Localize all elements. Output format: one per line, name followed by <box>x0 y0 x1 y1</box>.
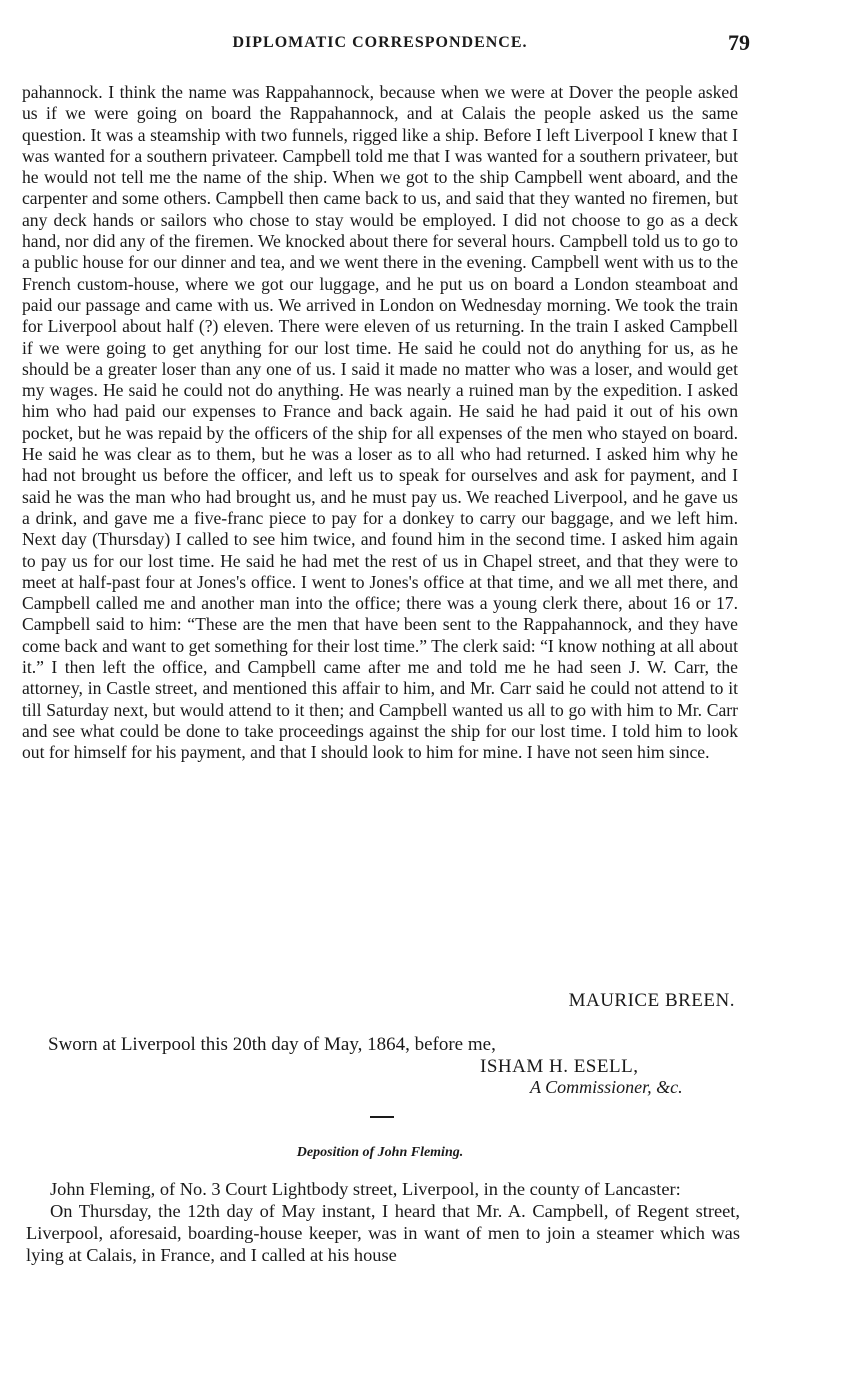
page-number: 79 <box>728 30 750 55</box>
section-divider <box>370 1116 394 1118</box>
commissioner-name: ISHAM H. ESELL, <box>480 1056 639 1077</box>
commissioner-title: A Commissioner, &c. <box>530 1077 683 1097</box>
deposition-intro: John Fleming, of No. 3 Court Lightbody street, Liverpool, in the county of Lancaster: <box>50 1179 681 1199</box>
deponent-signature: MAURICE BREEN. <box>568 990 735 1011</box>
testimony-paragraph: pahannock. I think the name was Rappahannock, because when we were at Dover the people asked us if we were going on board the Rappahannock, and at Calais the people asked us the same question. It was a steamship with two funnels, rigged like a ship. Before I left Liverpool I knew that I was wanted for a southern privateer. Campbell told me that I was wanted for a southern privateer, but he would not tell me the name of the ship. When we got to the ship Campbell went aboard, and the carpenter and some others. Campbell then came back to us, and said that they wanted no firemen, but any deck hands or sailors who chose to stay would be employed. I did not choose to go as a deck hand, nor did any of the firemen. We knocked about there for several hours. Campbell told us to go to a public house for our dinner and tea, and we went there in the evening. Campbell went with us to the French custom-house, where we got our luggage, and he put us on board a London steamboat and paid our passage and came with us. We arrived in London on Wednesday morning. We took the train for Liverpool about half (?) eleven. There were eleven of us returning. In the train I asked Campbell if we were going to get anything for our lost time. He said he could not do anything for us, as he should be a greater loser than any one of us. I said it made no matter who was a loser, and would get my wages. He said he could not do anything. He was nearly a ruined man by the expedition. I asked him who had paid our expenses to France and back again. He said he had paid it out of his own pocket, but he was repaid by the officers of the ship for all expenses of the men who stayed on board. He said he was clear as to them, but he was a loser as to all who had returned. I asked him why he had not brought us before the officer, and left us to speak for ourselves and ask for payment, and I said he was the man who had brought us, and he must pay us. We reached Liverpool, and he gave us a drink, and gave me a five-franc piece to pay for a donkey to carry our baggage, and we left him. Next day (Thursday) I called to see him twice, and found him in the second time. I asked him again to pay us for our lost time. He said he had met the rest of us in Chapel street, and that they were to meet at half-past four at Jones's office. I went to Jones's office at that time, and we all met there, and Campbell called me and another man into the office; there was a young clerk there, about 16 or 17. Campbell said to him: “These are the men that have been sent to the Rappahannock, and they have come back and want to get something for their lost time.” The clerk said: “I know nothing at all about it.” I then left the office, and Campbell came after me and told me he had seen J. W. Carr, the attorney, in Castle street, and mentioned this affair to him, and Mr. Carr said he could not attend to it till Saturday next, but would attend to it then; and Campbell wanted us all to go with him to Mr. Carr and see what could be done to take proceedings against the ship for our lost time. I told him to look out for himself for his payment, and that I should look to him for mine. I have not seen him since. <box>22 82 738 763</box>
running-header <box>22 30 750 60</box>
deposition-body <box>26 1178 740 1266</box>
deposition-heading: Deposition of John Fleming. <box>296 1145 464 1160</box>
sworn-statement: Sworn at Liverpool this 20th day of May, 1864, before me, <box>48 1034 496 1055</box>
deposition-paragraph: On Thursday, the 12th day of May instant, I heard that Mr. A. Campbell, of Regent street, Liverpool, aforesaid, boarding-house keeper, was in want of men to join a steamer which was lying at Calais, in France, and I called at his house <box>26 1201 740 1265</box>
running-title: DIPLOMATIC CORRESPONDENCE. <box>232 34 528 51</box>
